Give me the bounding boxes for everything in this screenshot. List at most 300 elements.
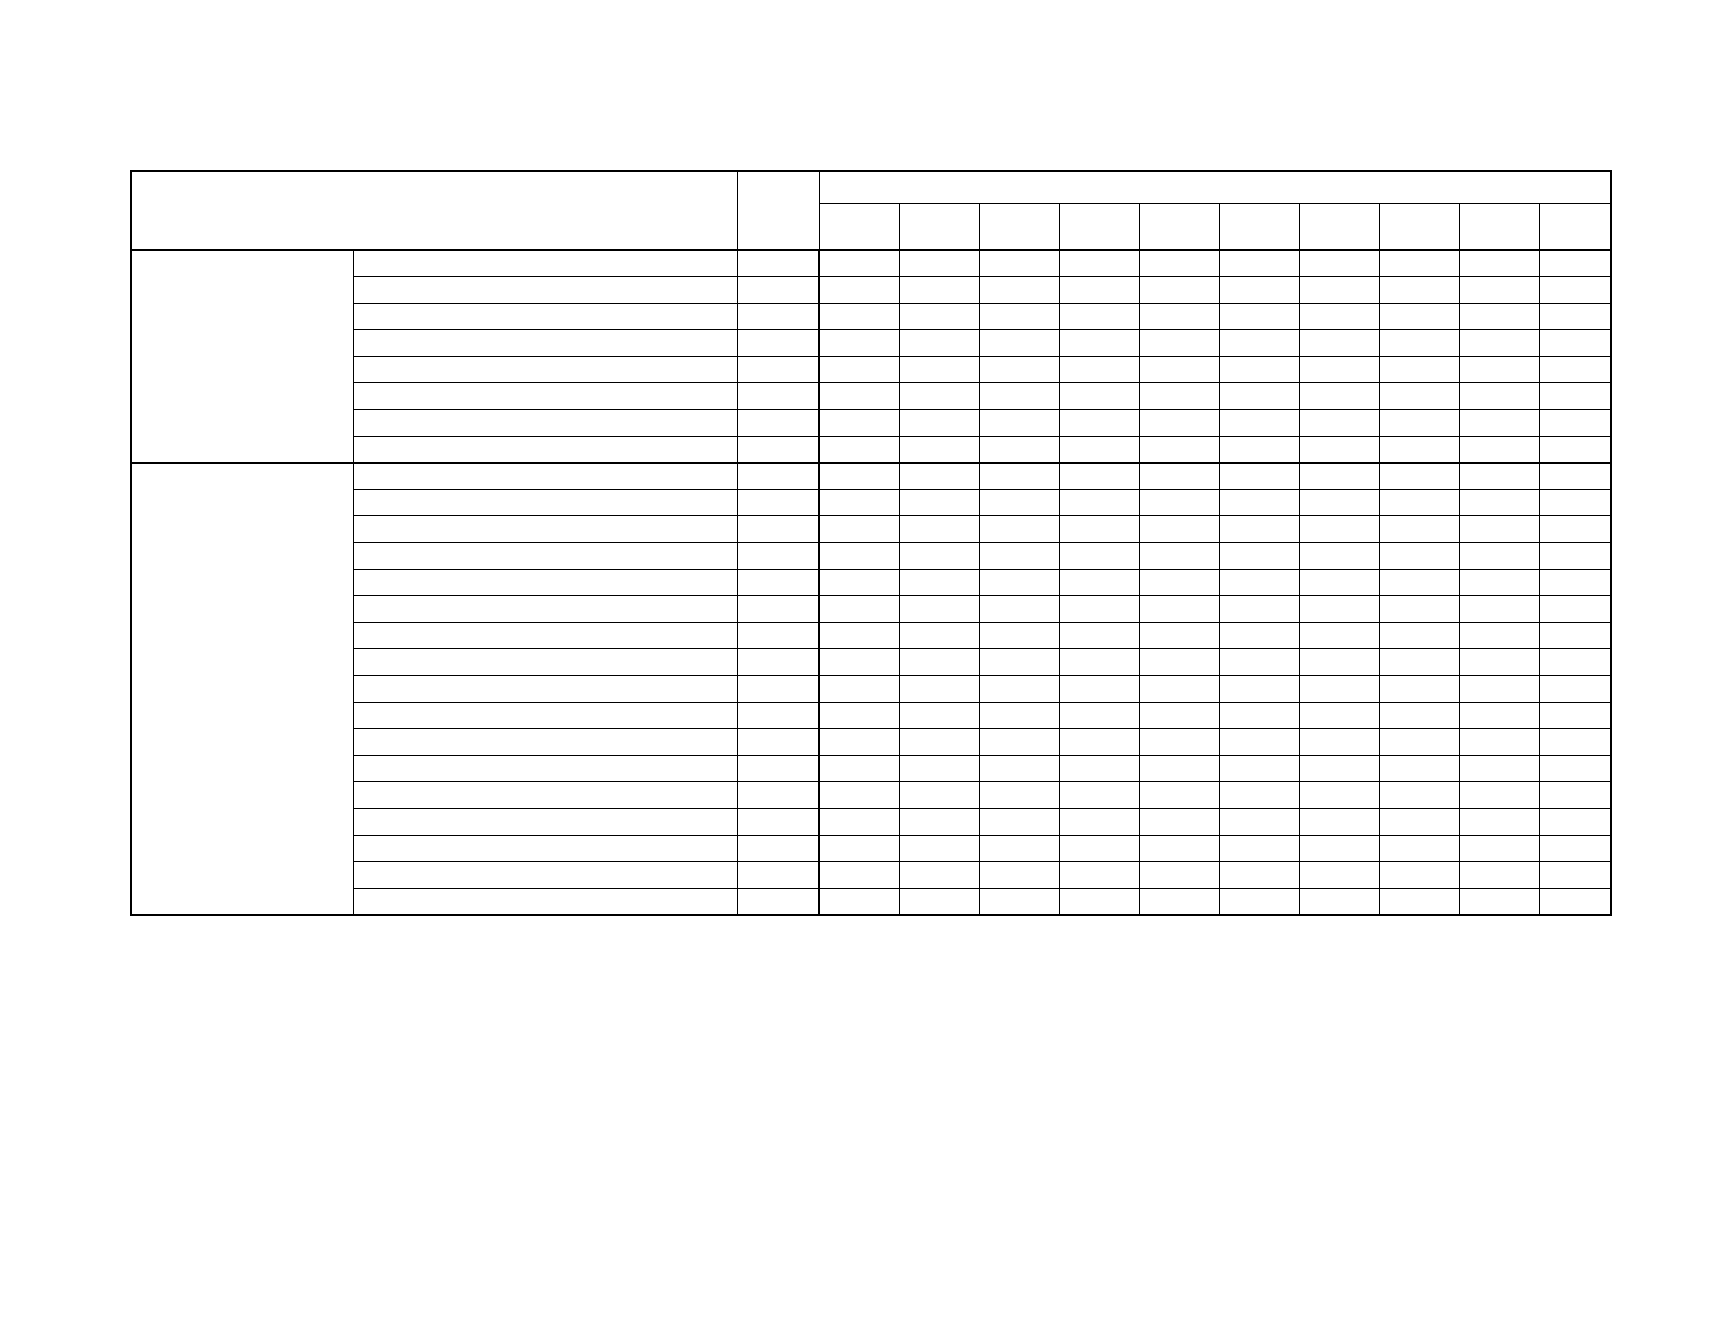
- value-cell: [1139, 516, 1219, 543]
- value-cell: [1219, 303, 1299, 330]
- total-cell: [737, 436, 819, 463]
- value-cell: [899, 729, 979, 756]
- value-cell: [1139, 330, 1219, 357]
- value-cell: [1139, 702, 1219, 729]
- table-row: [131, 516, 1611, 543]
- value-cell: [1299, 702, 1379, 729]
- value-cell: [1459, 516, 1539, 543]
- value-cell: [1459, 755, 1539, 782]
- value-cell: [1539, 436, 1611, 463]
- value-cell: [1059, 835, 1139, 862]
- value-cell: [1059, 516, 1139, 543]
- value-cell: [1539, 543, 1611, 570]
- value-cell: [1299, 888, 1379, 915]
- value-cell: [1219, 808, 1299, 835]
- total-cell: [737, 330, 819, 357]
- value-cell: [819, 410, 899, 437]
- value-cell: [1299, 303, 1379, 330]
- value-cell: [819, 277, 899, 304]
- total-cell: [737, 888, 819, 915]
- value-cell: [1379, 569, 1459, 596]
- value-cell: [1139, 436, 1219, 463]
- value-cell: [1059, 649, 1139, 676]
- header-age-4: [1139, 203, 1219, 250]
- value-cell: [979, 755, 1059, 782]
- total-cell: [737, 250, 819, 277]
- value-cell: [979, 782, 1059, 809]
- value-cell: [979, 622, 1059, 649]
- table-row: [131, 888, 1611, 915]
- value-cell: [1139, 303, 1219, 330]
- value-cell: [819, 808, 899, 835]
- value-cell: [979, 489, 1059, 516]
- value-cell: [1219, 250, 1299, 277]
- row-label: [353, 383, 737, 410]
- value-cell: [1539, 755, 1611, 782]
- value-cell: [1299, 489, 1379, 516]
- value-cell: [819, 596, 899, 623]
- total-cell: [737, 303, 819, 330]
- total-cell: [737, 383, 819, 410]
- value-cell: [1299, 383, 1379, 410]
- header-age-2: [979, 203, 1059, 250]
- value-cell: [1539, 489, 1611, 516]
- category-cell: [131, 463, 353, 915]
- value-cell: [1059, 330, 1139, 357]
- value-cell: [899, 410, 979, 437]
- value-cell: [1059, 888, 1139, 915]
- total-cell: [737, 649, 819, 676]
- value-cell: [1059, 596, 1139, 623]
- value-cell: [819, 303, 899, 330]
- value-cell: [1299, 516, 1379, 543]
- value-cell: [1219, 755, 1299, 782]
- value-cell: [1379, 676, 1459, 703]
- value-cell: [1139, 835, 1219, 862]
- total-cell: [737, 862, 819, 889]
- value-cell: [1539, 782, 1611, 809]
- row-label: [353, 277, 737, 304]
- value-cell: [979, 702, 1059, 729]
- value-cell: [1459, 330, 1539, 357]
- value-cell: [1219, 277, 1299, 304]
- value-cell: [899, 277, 979, 304]
- value-cell: [979, 835, 1059, 862]
- value-cell: [819, 676, 899, 703]
- value-cell: [1459, 862, 1539, 889]
- value-cell: [1299, 250, 1379, 277]
- value-cell: [1459, 250, 1539, 277]
- value-cell: [899, 356, 979, 383]
- value-cell: [1139, 543, 1219, 570]
- value-cell: [1139, 383, 1219, 410]
- value-cell: [1059, 782, 1139, 809]
- value-cell: [1459, 702, 1539, 729]
- table-row: [131, 596, 1611, 623]
- value-cell: [1459, 808, 1539, 835]
- header-corner: [131, 171, 737, 250]
- value-cell: [979, 436, 1059, 463]
- value-cell: [1219, 649, 1299, 676]
- table-row: [131, 862, 1611, 889]
- value-cell: [1459, 782, 1539, 809]
- value-cell: [1459, 835, 1539, 862]
- value-cell: [899, 862, 979, 889]
- value-cell: [1379, 702, 1459, 729]
- value-cell: [1379, 596, 1459, 623]
- value-cell: [1059, 436, 1139, 463]
- value-cell: [1139, 862, 1219, 889]
- value-cell: [1219, 436, 1299, 463]
- value-cell: [1299, 330, 1379, 357]
- value-cell: [1139, 755, 1219, 782]
- value-cell: [819, 702, 899, 729]
- header-age-7: [1379, 203, 1459, 250]
- table-row: [131, 755, 1611, 782]
- total-cell: [737, 596, 819, 623]
- value-cell: [899, 782, 979, 809]
- value-cell: [1059, 250, 1139, 277]
- row-label: [353, 888, 737, 915]
- value-cell: [899, 808, 979, 835]
- header-unknown: [1539, 203, 1611, 250]
- table-row: [131, 729, 1611, 756]
- value-cell: [1219, 702, 1299, 729]
- row-label: [353, 330, 737, 357]
- value-cell: [819, 729, 899, 756]
- value-cell: [1299, 356, 1379, 383]
- value-cell: [1379, 489, 1459, 516]
- value-cell: [1219, 622, 1299, 649]
- total-cell: [737, 729, 819, 756]
- value-cell: [1379, 463, 1459, 490]
- header-total: [737, 171, 819, 250]
- value-cell: [1059, 862, 1139, 889]
- value-cell: [1219, 330, 1299, 357]
- value-cell: [1139, 622, 1219, 649]
- value-cell: [1139, 808, 1219, 835]
- value-cell: [899, 755, 979, 782]
- value-cell: [1459, 356, 1539, 383]
- value-cell: [1459, 543, 1539, 570]
- table-row: [131, 782, 1611, 809]
- value-cell: [899, 330, 979, 357]
- value-cell: [1459, 463, 1539, 490]
- value-cell: [1459, 569, 1539, 596]
- value-cell: [1379, 356, 1459, 383]
- row-label: [353, 862, 737, 889]
- value-cell: [1219, 543, 1299, 570]
- value-cell: [1379, 729, 1459, 756]
- value-cell: [1459, 622, 1539, 649]
- row-label: [353, 755, 737, 782]
- value-cell: [1219, 410, 1299, 437]
- row-label: [353, 489, 737, 516]
- value-cell: [1059, 729, 1139, 756]
- category-cell: [131, 250, 353, 463]
- row-label: [353, 410, 737, 437]
- value-cell: [979, 250, 1059, 277]
- value-cell: [979, 729, 1059, 756]
- value-cell: [1459, 383, 1539, 410]
- value-cell: [1539, 676, 1611, 703]
- value-cell: [979, 649, 1059, 676]
- total-cell: [737, 808, 819, 835]
- value-cell: [899, 676, 979, 703]
- value-cell: [1539, 569, 1611, 596]
- total-cell: [737, 755, 819, 782]
- table-row: [131, 356, 1611, 383]
- value-cell: [899, 835, 979, 862]
- value-cell: [1539, 862, 1611, 889]
- header-age-5: [1219, 203, 1299, 250]
- value-cell: [1139, 277, 1219, 304]
- table-row: [131, 489, 1611, 516]
- table-row: [131, 250, 1611, 277]
- value-cell: [1059, 489, 1139, 516]
- value-cell: [979, 463, 1059, 490]
- value-cell: [1219, 888, 1299, 915]
- row-label: [353, 649, 737, 676]
- row-label: [353, 782, 737, 809]
- value-cell: [1459, 410, 1539, 437]
- total-cell: [737, 463, 819, 490]
- row-label: [353, 808, 737, 835]
- value-cell: [1139, 569, 1219, 596]
- value-cell: [1379, 755, 1459, 782]
- value-cell: [819, 649, 899, 676]
- value-cell: [819, 622, 899, 649]
- row-label: [353, 303, 737, 330]
- value-cell: [899, 543, 979, 570]
- value-cell: [1059, 622, 1139, 649]
- value-cell: [819, 835, 899, 862]
- value-cell: [1059, 463, 1139, 490]
- value-cell: [1459, 676, 1539, 703]
- row-label: [353, 569, 737, 596]
- value-cell: [1219, 356, 1299, 383]
- value-cell: [1059, 676, 1139, 703]
- value-cell: [1459, 729, 1539, 756]
- value-cell: [1219, 489, 1299, 516]
- table-row: [131, 383, 1611, 410]
- value-cell: [1059, 755, 1139, 782]
- value-cell: [979, 596, 1059, 623]
- total-cell: [737, 516, 819, 543]
- value-cell: [1539, 888, 1611, 915]
- value-cell: [899, 463, 979, 490]
- value-cell: [1379, 835, 1459, 862]
- value-cell: [1299, 782, 1379, 809]
- value-cell: [979, 410, 1059, 437]
- table-body: [131, 250, 1611, 915]
- value-cell: [1539, 356, 1611, 383]
- row-label: [353, 835, 737, 862]
- row-label: [353, 436, 737, 463]
- value-cell: [899, 303, 979, 330]
- total-cell: [737, 676, 819, 703]
- total-cell: [737, 782, 819, 809]
- table-row: [131, 463, 1611, 490]
- value-cell: [899, 702, 979, 729]
- value-cell: [1299, 729, 1379, 756]
- value-cell: [1539, 702, 1611, 729]
- header-age-1: [899, 203, 979, 250]
- value-cell: [1219, 463, 1299, 490]
- value-cell: [1459, 277, 1539, 304]
- value-cell: [899, 569, 979, 596]
- value-cell: [1299, 463, 1379, 490]
- row-label: [353, 543, 737, 570]
- table-row: [131, 702, 1611, 729]
- header-age-6: [1299, 203, 1379, 250]
- value-cell: [819, 888, 899, 915]
- value-cell: [1539, 410, 1611, 437]
- value-cell: [1539, 330, 1611, 357]
- value-cell: [1059, 569, 1139, 596]
- value-cell: [1299, 835, 1379, 862]
- row-label: [353, 516, 737, 543]
- value-cell: [1139, 729, 1219, 756]
- value-cell: [1139, 676, 1219, 703]
- value-cell: [1379, 782, 1459, 809]
- value-cell: [899, 622, 979, 649]
- value-cell: [899, 516, 979, 543]
- value-cell: [1539, 303, 1611, 330]
- total-cell: [737, 489, 819, 516]
- value-cell: [1379, 250, 1459, 277]
- value-cell: [1459, 888, 1539, 915]
- value-cell: [1379, 543, 1459, 570]
- value-cell: [1299, 569, 1379, 596]
- value-cell: [1539, 277, 1611, 304]
- row-label: [353, 356, 737, 383]
- value-cell: [1299, 277, 1379, 304]
- value-cell: [979, 569, 1059, 596]
- row-label: [353, 250, 737, 277]
- row-label: [353, 596, 737, 623]
- value-cell: [1299, 649, 1379, 676]
- value-cell: [1219, 782, 1299, 809]
- value-cell: [1299, 808, 1379, 835]
- table-row: [131, 543, 1611, 570]
- value-cell: [1459, 649, 1539, 676]
- value-cell: [1139, 356, 1219, 383]
- value-cell: [1219, 596, 1299, 623]
- value-cell: [1539, 516, 1611, 543]
- value-cell: [1139, 782, 1219, 809]
- value-cell: [1219, 383, 1299, 410]
- value-cell: [979, 330, 1059, 357]
- value-cell: [899, 888, 979, 915]
- value-cell: [979, 277, 1059, 304]
- value-cell: [1059, 383, 1139, 410]
- value-cell: [899, 649, 979, 676]
- value-cell: [1059, 356, 1139, 383]
- value-cell: [899, 489, 979, 516]
- header-age-3: [1059, 203, 1139, 250]
- value-cell: [1299, 622, 1379, 649]
- value-cell: [819, 516, 899, 543]
- value-cell: [1539, 808, 1611, 835]
- table-row: [131, 808, 1611, 835]
- value-cell: [1299, 436, 1379, 463]
- value-cell: [1059, 702, 1139, 729]
- value-cell: [819, 543, 899, 570]
- value-cell: [1139, 410, 1219, 437]
- total-cell: [737, 410, 819, 437]
- value-cell: [1459, 596, 1539, 623]
- value-cell: [1219, 729, 1299, 756]
- value-cell: [1539, 596, 1611, 623]
- header-age-0: [819, 203, 899, 250]
- total-cell: [737, 356, 819, 383]
- value-cell: [819, 383, 899, 410]
- value-cell: [979, 808, 1059, 835]
- value-cell: [819, 569, 899, 596]
- value-cell: [1379, 808, 1459, 835]
- value-cell: [1139, 888, 1219, 915]
- table-row: [131, 835, 1611, 862]
- value-cell: [819, 463, 899, 490]
- row-label: [353, 622, 737, 649]
- table-row: [131, 676, 1611, 703]
- total-cell: [737, 835, 819, 862]
- value-cell: [1379, 303, 1459, 330]
- value-cell: [1139, 463, 1219, 490]
- row-label: [353, 676, 737, 703]
- value-cell: [1379, 436, 1459, 463]
- value-cell: [1219, 516, 1299, 543]
- table-row: [131, 649, 1611, 676]
- value-cell: [1379, 410, 1459, 437]
- value-cell: [979, 383, 1059, 410]
- value-cell: [979, 516, 1059, 543]
- value-cell: [1379, 862, 1459, 889]
- table-row: [131, 277, 1611, 304]
- value-cell: [1379, 649, 1459, 676]
- table-header: [131, 171, 1611, 250]
- value-cell: [1299, 543, 1379, 570]
- total-cell: [737, 543, 819, 570]
- table-row: [131, 622, 1611, 649]
- value-cell: [1219, 862, 1299, 889]
- row-label: [353, 702, 737, 729]
- value-cell: [1059, 410, 1139, 437]
- row-label: [353, 463, 737, 490]
- table-row: [131, 436, 1611, 463]
- value-cell: [819, 862, 899, 889]
- value-cell: [979, 543, 1059, 570]
- data-table: [130, 170, 1612, 916]
- total-cell: [737, 702, 819, 729]
- total-cell: [737, 622, 819, 649]
- value-cell: [1379, 383, 1459, 410]
- value-cell: [899, 383, 979, 410]
- value-cell: [899, 436, 979, 463]
- value-cell: [1379, 622, 1459, 649]
- value-cell: [979, 356, 1059, 383]
- value-cell: [1379, 516, 1459, 543]
- value-cell: [1539, 649, 1611, 676]
- table-row: [131, 569, 1611, 596]
- value-cell: [1139, 596, 1219, 623]
- value-cell: [1139, 250, 1219, 277]
- value-cell: [899, 250, 979, 277]
- header-age-8: [1459, 203, 1539, 250]
- value-cell: [819, 489, 899, 516]
- value-cell: [1299, 410, 1379, 437]
